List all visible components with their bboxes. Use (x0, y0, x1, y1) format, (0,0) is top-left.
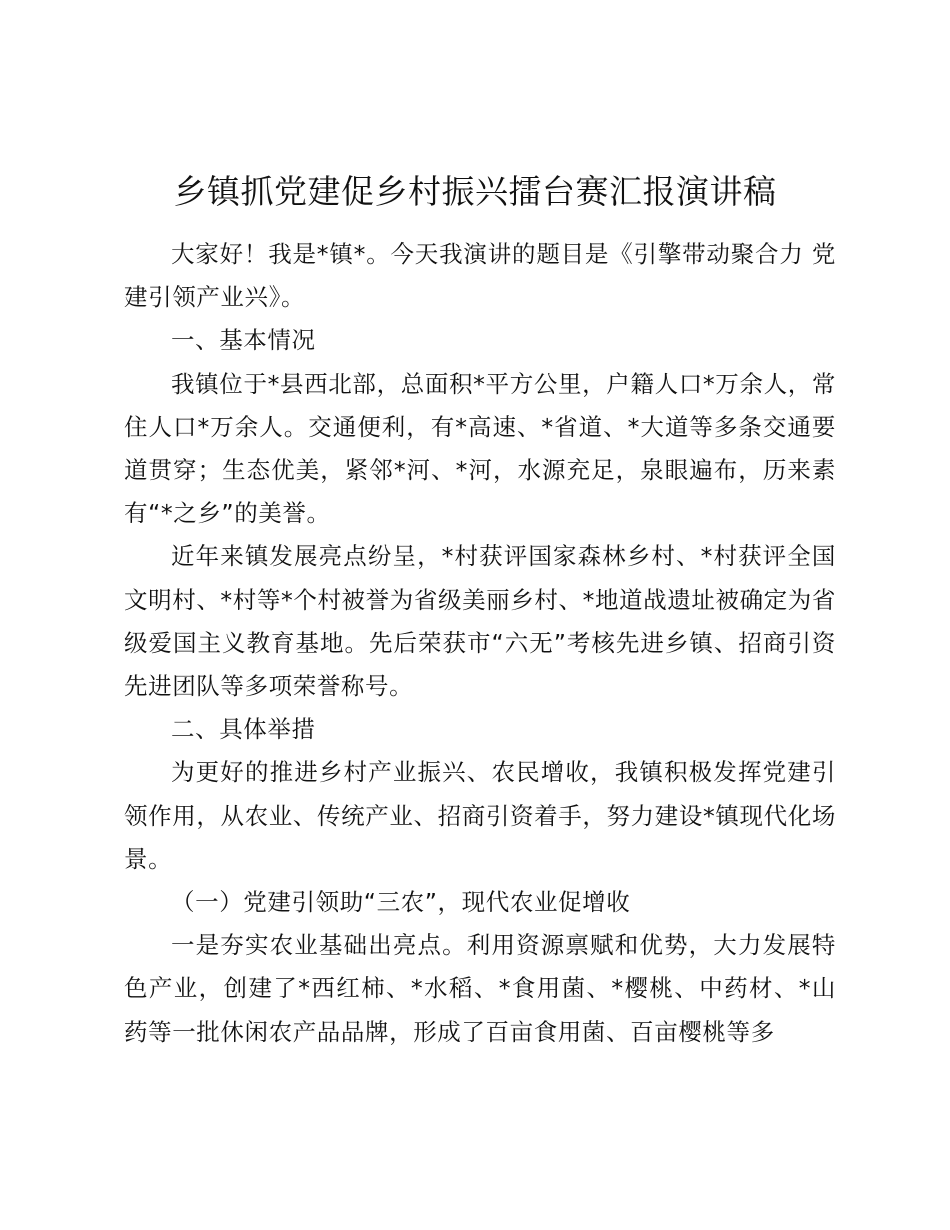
section-heading-measures: 二、具体举措 (171, 715, 316, 744)
paragraph-achievements: 近年来镇发展亮点纷呈，*村获评国家森林乡村、*村获评全国文明村、*村等*个村被誉为省级美丽乡村、*地道战遗址被确定为省级爱国主义教育基地。先后荣获市“六无”考核先进乡镇、招商引资先进团队等多项荣誉称号。 (124, 542, 836, 701)
paragraph-town-overview: 我镇位于*县西北部，总面积*平方公里，户籍人口*万余人，常住人口*万余人。交通便利，有*高速、*省道、*大道等多条交通要道贯穿；生态优美，紧邻*河、*河，水源充足，泉眼遍布，历来素有“*之乡”的美誉。 (124, 369, 836, 528)
paragraph-greeting: 大家好！我是*镇*。今天我演讲的题目是《引擎带动聚合力 党建引领产业兴》。 (124, 240, 836, 312)
paragraph-measures-intro: 为更好的推进乡村产业振兴、农民增收，我镇积极发挥党建引领作用，从农业、传统产业、招商引资着手，努力建设*镇现代化场景。 (124, 758, 836, 873)
document-title: 乡镇抓党建促乡村振兴擂台赛汇报演讲稿 (173, 172, 777, 211)
subsection-heading-agriculture: （一）党建引领助“三农”，现代农业促增收 (171, 888, 631, 917)
section-heading-basic-situation: 一、基本情况 (171, 326, 316, 355)
paragraph-agriculture-foundation: 一是夯实农业基础出亮点。利用资源禀赋和优势，大力发展特色产业，创建了*西红柿、*水稻、*食用菌、*樱桃、中药材、*山药等一批休闲农产品品牌，形成了百亩食用菌、百亩樱桃等多 (124, 931, 836, 1046)
document-body (124, 233, 836, 1054)
